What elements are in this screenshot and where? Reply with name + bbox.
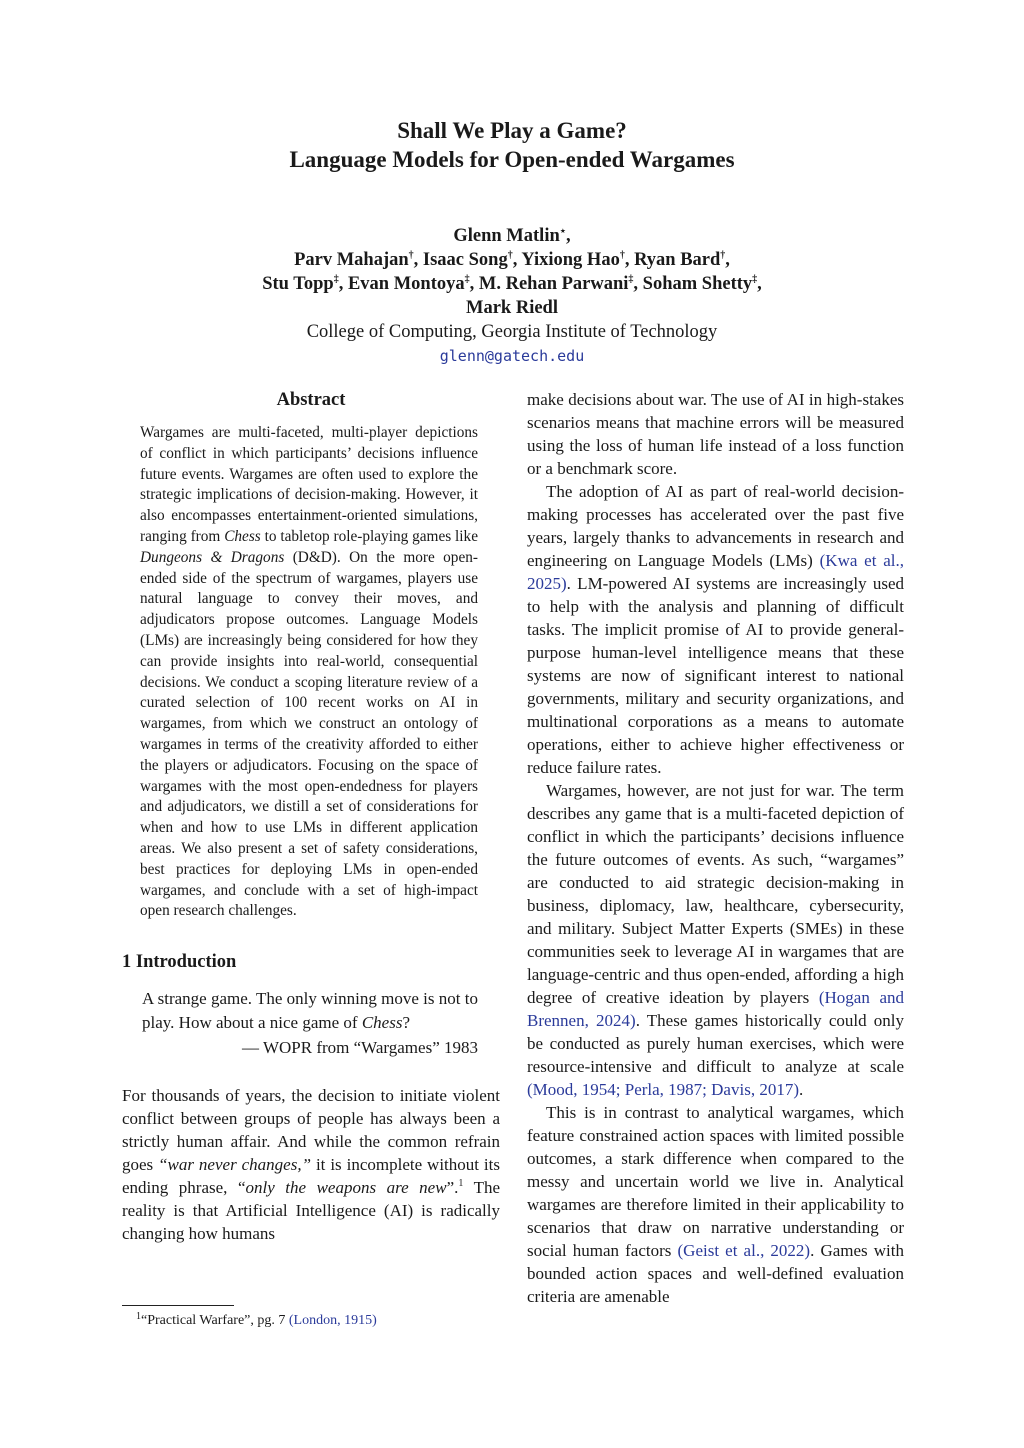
author-name: Isaac Song — [422, 250, 508, 270]
abstract-part: Wargames are multi-faceted, multi-player depictions of conflict in which participants’ decisions influence future events. Wargames are often used to explore the strategic implications of decision-making. However, it also encompasses entertainment-oriented simulations, ranging from — [140, 424, 478, 545]
affil-mark: ‡ — [333, 274, 339, 285]
author-line-4 — [0, 296, 1024, 320]
author-name: Parv Mahajan — [294, 250, 409, 270]
abstract-heading: Abstract — [276, 390, 346, 410]
para-part: ”. — [446, 1178, 459, 1198]
para-part: The adoption of AI as part of real-world decision-making processes has accelerated over the past five years, largely thanks to advancements in research and engineering on Language Models (LMs) — [527, 482, 904, 570]
quote-part: ? — [402, 1012, 410, 1032]
abstract-part: to tabletop role-playing games like — [260, 527, 478, 545]
abstract-text — [140, 423, 478, 922]
citation-link[interactable]: (Hogan and Brennen, 2024) — [527, 988, 904, 1030]
epigraph-quote — [142, 987, 478, 1034]
right-column — [527, 388, 904, 1308]
author-block — [0, 224, 1024, 368]
para-part: . LM-powered AI systems are increasingly used to help with the analysis and planning of difficult tasks. The implicit promise of AI to provide general-purpose human-level intelligence means that these systems are now of significant interest to national governments, military and security organizations, and multinational corporations as a means to automate operations, either to achieve higher effectiveness or reduce failure rates. — [527, 574, 904, 777]
abstract-italic: Dungeons & Dragons — [140, 548, 285, 566]
right-paragraph-1 — [527, 480, 904, 779]
author-line-2: Parv Mahajan†, Isaac Song†, Yixiong Hao†, Ryan Bard†, — [294, 250, 730, 270]
para-italic: “war never changes,” — [158, 1155, 312, 1175]
affil-mark: † — [619, 250, 625, 261]
section-heading-introduction: 1 Introduction — [122, 952, 237, 973]
para-part: For thousands of years, the decision to initiate violent conflict between groups of people has always been a strictly human affair. And while the common refrain goes — [122, 1086, 500, 1175]
para-part: it is incomplete without its ending phrase, “ — [122, 1155, 500, 1198]
author-name: Glenn Matlin — [453, 226, 560, 246]
citation-link[interactable]: (Kwa et al., 2025) — [527, 551, 904, 593]
footnote-text: “Practical Warfare”, pg. 7 — [141, 1313, 289, 1328]
author-mark: ⋆ — [559, 226, 567, 237]
quote-part: A strange game. The only winning move is not to play. How about a nice game of — [142, 989, 478, 1032]
left-column — [122, 386, 500, 1245]
right-paragraph-3 — [527, 1101, 904, 1308]
title-line-2: Language Models for Open-ended Wargames — [289, 147, 735, 172]
footnote-rule — [122, 1305, 234, 1306]
footnote-number: 1 — [136, 1311, 141, 1322]
author-name: Stu Topp — [262, 274, 334, 294]
affil-mark: † — [720, 250, 726, 261]
para-part: This is in contrast to analytical wargames, which feature constrained action spaces with limited possible outcomes, a stark difference when compared to the messy and uncertain world we live in. Analytical wargames are therefore limited in their applicability to scenarios that draw on narrative understanding or social human factors — [527, 1103, 904, 1260]
epigraph-attribution: — WOPR from “Wargames” 1983 — [242, 1038, 478, 1058]
footnote-marker[interactable]: 1 — [458, 1178, 464, 1190]
affil-mark: ‡ — [628, 274, 634, 285]
title-line-1: Shall We Play a Game? — [397, 118, 627, 143]
author-line-1: Glenn Matlin⋆, — [453, 226, 571, 246]
citation-link[interactable]: (London, 1915) — [288, 1313, 377, 1328]
footnote — [122, 1311, 377, 1329]
author-name: Ryan Bard — [634, 250, 721, 270]
intro-paragraph-1 — [122, 1084, 500, 1245]
abstract-italic: Chess — [224, 527, 261, 545]
para-italic: only the weapons are new — [245, 1178, 447, 1198]
right-paragraph-2 — [527, 779, 904, 1101]
para-part: . Games with bounded action spaces and well-defined evaluation criteria are amenable — [527, 1241, 904, 1306]
affil-mark: ‡ — [464, 274, 470, 285]
author-name: Mark Riedl — [466, 298, 558, 318]
affiliation: College of Computing, Georgia Institute of Technology — [306, 322, 718, 342]
right-paragraph-0: make decisions about war. The use of AI in high-stakes scenarios means that machine errors will be measured using the loss of human life instead of a loss function or a benchmark score. — [527, 390, 904, 478]
para-part: . — [798, 1080, 804, 1099]
para-part: Wargames, however, are not just for war. The term describes any game that is a multi-faceted depiction of conflict in which the participants’ decisions influence the future outcomes of events. As such, “wargames” are conducted to aid strategic decision-making in business, diplomacy, law, healthcare, cybersecurity, and military. Subject Matter Experts (SMEs) in these communities seek to leverage AI in wargames that are language-centric and thus open-ended, affording a high degree of creative ideation by players — [527, 781, 904, 1007]
affil-mark: † — [408, 250, 414, 261]
author-name: Soham Shetty — [642, 274, 753, 294]
author-name: Evan Montoya — [347, 274, 465, 294]
abstract-part: (D&D). On the more open-ended side of the spectrum of wargames, players use natural language to convey their moves, and adjudicators propose outcomes. Language Models (LMs) are increasingly being considered for how they can provide insights into real-world, consequential decisions. We conduct a scoping literature review of a curated selection of 100 recent works on AI in wargames, from which we construct an ontology of wargames in terms of the creativity afforded to either the players or adjudicators. Focusing on the space of wargames with the most open-endedness for players and adjudicators, we distill a set of considerations for when and how to use LMs in different application areas. We also present a set of safety considerations, best practices for deploying LMs in open-ended wargames, and conclude with a set of high-impact open research challenges. — [140, 548, 478, 920]
para-part: . These games historically could only be conducted as purely human exercises, which were resource-intensive and difficult to analyze at scale — [527, 1011, 904, 1076]
affil-mark: ‡ — [752, 274, 758, 285]
author-line-3: Stu Topp‡, Evan Montoya‡, M. Rehan Parwani‡, Soham Shetty‡, — [262, 274, 762, 294]
author-name: Yixiong Hao — [521, 250, 620, 270]
email-link[interactable]: glenn@gatech.edu — [439, 347, 585, 365]
citation-link[interactable]: (Geist et al., 2022) — [677, 1241, 811, 1260]
author-name: M. Rehan Parwani — [478, 274, 629, 294]
affil-mark: † — [507, 250, 513, 261]
para-part: The reality is that Artificial Intelligence (AI) is radically changing how humans — [122, 1178, 501, 1244]
quote-italic: Chess — [361, 1012, 403, 1032]
citation-link[interactable]: (Mood, 1954; Perla, 1987; Davis, 2017) — [527, 1080, 799, 1099]
paper-title — [0, 116, 1024, 174]
